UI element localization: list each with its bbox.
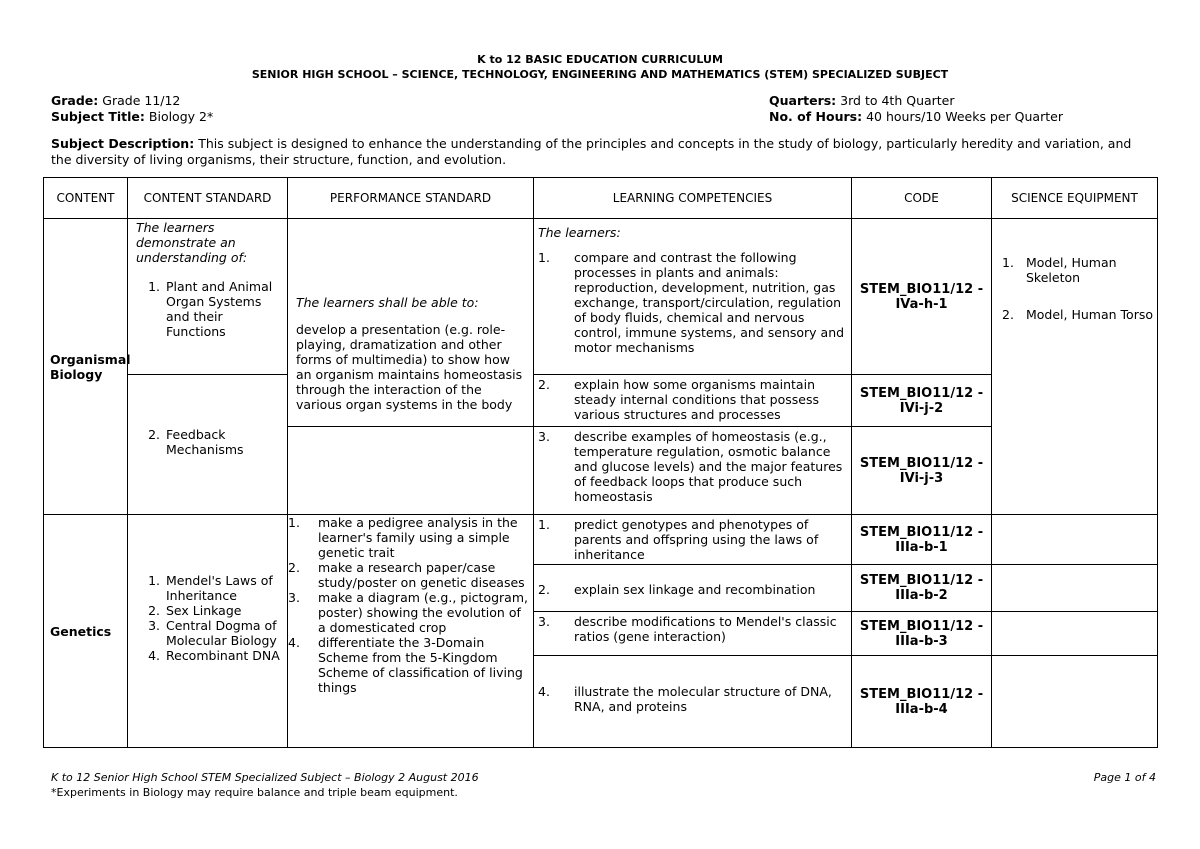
list-item: 4. illustrate the molecular structure of DNA, RNA, and proteins [538,684,832,714]
curriculum-subtitle: SENIOR HIGH SCHOOL – SCIENCE, TECHNOLOGY, ENGINEERING AND MATHEMATICS (STEM) SPECIALIZED SUBJECT [251,68,949,81]
standard-intro: The learners demonstrate an understanding of: [136,220,248,265]
list-item: 4. differentiate the 3-Domain Scheme from the 5-Kingdom Scheme of classification of living things [288,635,523,695]
content-standard-cell [128,515,288,748]
competency-intro: The learners: [538,225,621,240]
table-header-row [44,178,1158,219]
standard-item: 4. Recombinant DNA [148,648,280,663]
list-item: 2. explain how some organisms maintain steady internal conditions that possess various structures and processes [538,377,819,422]
list-item: 3. describe examples of homeostasis (e.g., temperature regulation, osmotic balance and glucose levels) and the major features of feedback loops that produce such homeostasis [538,429,843,504]
performance-standard-cell-empty [288,427,534,515]
content-organismal-biology: Organismal Biology [44,219,128,515]
table-row [44,515,1158,565]
header-science-equipment: SCIENCE EQUIPMENT [992,178,1158,219]
hours-label: No. of Hours: [769,109,863,124]
code-cell: STEM_BIO11/12 -IVi-j-3 [852,427,992,515]
curriculum-title: K to 12 BASIC EDUCATION CURRICULUM [477,53,723,66]
list-item: 1. compare and contrast the following processes in plants and animals: reproduction, development, nutrition, gas exchange, transport/circulation, regulation of body fluids, chemical and nervous control, immune systems, and sensory and motor mechanisms [538,250,845,355]
header-code: CODE [852,178,992,219]
content-standard-cell [128,375,288,515]
equipment-item: 1. Model, Human Skeleton [1002,255,1117,285]
header-content: CONTENT [44,178,128,219]
list-item: 1. make a pedigree analysis in the learner's family using a simple genetic trait [288,515,518,560]
competency-cell [534,656,852,748]
competency-cell [534,515,852,565]
grade-value: Grade 11/12 [102,93,181,108]
competency-cell [534,612,852,656]
competency-cell [534,565,852,612]
list-item: 1. predict genotypes and phenotypes of parents and offspring using the laws of inheritance [538,517,819,562]
equipment-cell-empty [992,565,1158,612]
quarters-label: Quarters: [769,93,837,108]
hours-value: 40 hours/10 Weeks per Quarter [866,109,1063,124]
competency-cell [534,219,852,375]
subject-info [51,109,213,124]
standard-item: 1. Plant and Animal Organ Systems and their Functions [148,279,273,339]
standard-item: 1. Mendel's Laws of Inheritance [148,573,273,603]
performance-standard-cell [288,515,534,748]
equipment-cell-empty [992,612,1158,656]
hours-info [769,109,1063,124]
table-row [44,375,1158,427]
performance-standard-cell [288,219,534,427]
code-cell: STEM_BIO11/12 -IIIa-b-3 [852,612,992,656]
header-performance-standard: PERFORMANCE STANDARD [288,178,534,219]
list-item: 2. explain sex linkage and recombination [538,581,816,597]
competency-cell [534,427,852,515]
code-cell: STEM_BIO11/12 -IIIa-b-1 [852,515,992,565]
grade-info [51,93,180,108]
content-genetics: Genetics [44,515,128,748]
competency-cell [534,375,852,427]
code-cell: STEM_BIO11/12 -IVa-h-1 [852,219,992,375]
subject-label: Subject Title: [51,109,145,124]
equipment-cell-empty [992,515,1158,565]
standard-item: 2. Feedback Mechanisms [148,427,244,457]
code-cell: STEM_BIO11/12 -IIIa-b-2 [852,565,992,612]
equipment-cell [992,219,1158,515]
footer-page-number: Page 1 of 4 [1093,771,1156,784]
grade-label: Grade: [51,93,99,108]
equipment-cell-empty [992,656,1158,748]
table-row [44,219,1158,375]
standard-item: 3. Central Dogma of Molecular Biology [148,618,277,648]
footer-document-title: K to 12 Senior High School STEM Specialized Subject – Biology 2 August 2016 [51,771,479,784]
quarters-info [769,93,955,108]
equipment-item: 2. Model, Human Torso [1002,307,1153,322]
code-cell: STEM_BIO11/12 -IIIa-b-4 [852,656,992,748]
subject-description [51,136,1151,168]
content-standard-cell [128,219,288,375]
header-content-standard: CONTENT STANDARD [128,178,288,219]
list-item: 2. make a research paper/case study/poster on genetic diseases [288,560,525,590]
header-learning-competencies: LEARNING COMPETENCIES [534,178,852,219]
description-label: Subject Description: [51,136,195,151]
subject-value: Biology 2* [148,109,214,124]
curriculum-table [43,177,1158,748]
quarters-value: 3rd to 4th Quarter [840,93,955,108]
performance-intro: The learners shall be able to: [296,295,479,310]
code-cell: STEM_BIO11/12 -IVi-j-2 [852,375,992,427]
footer-note: *Experiments in Biology may require balance and triple beam equipment. [51,786,458,799]
list-item: 3. describe modifications to Mendel's classic ratios (gene interaction) [538,614,837,644]
list-item: 3. make a diagram (e.g., pictogram, poster) showing the evolution of a domesticated crop [288,590,528,635]
description-text: This subject is designed to enhance the understanding of the principles and concepts in the study of biology, particularly heredity and variation, and the diversity of living organisms, their structure, function, and evolution. [51,136,1132,167]
performance-text: develop a presentation (e.g. role-playing, dramatization and other forms of multimedia) to show how an organism maintains homeostasis through the interaction of the various organ systems in the body [296,322,523,412]
standard-item: 2. Sex Linkage [148,603,242,618]
